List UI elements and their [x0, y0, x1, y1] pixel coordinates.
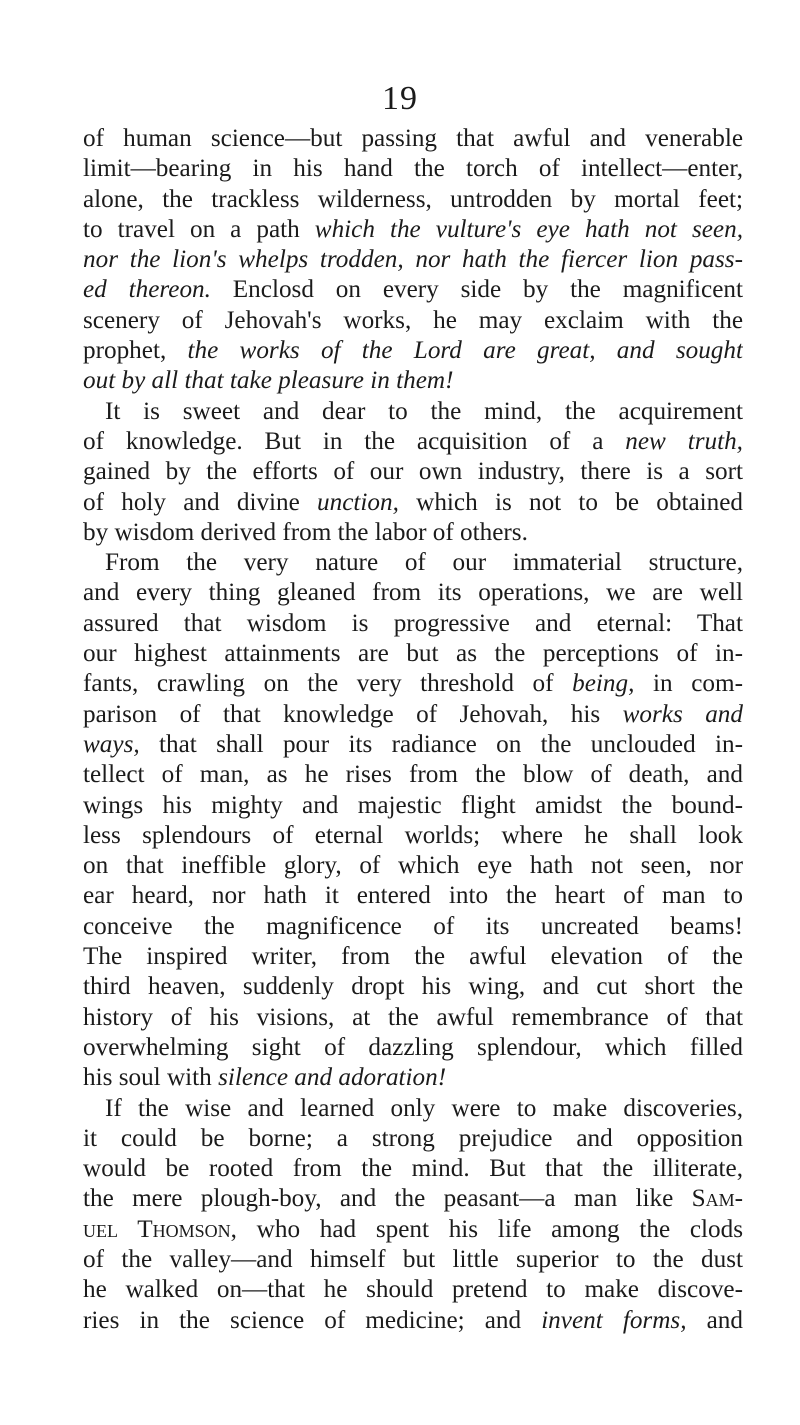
- page-number: 19: [382, 80, 418, 117]
- text-segment: ries in the science of medicine; and: [83, 1306, 542, 1334]
- text-segment: assured that wisdom is progressive and eternal: That: [83, 609, 743, 637]
- text-segment: alone, the trackless wilderness, untrodden by mortal feet;: [83, 185, 743, 213]
- text-segment: tellect of man, as he rises from the blow of death, and: [83, 761, 743, 789]
- text-line: [83, 942, 743, 972]
- text-line: [83, 1003, 743, 1033]
- text-segment: by wisdom derived from the labor of others.: [83, 518, 528, 546]
- text-segment: our highest attainments are but as the perceptions of in-: [83, 640, 743, 668]
- text-segment: in com-: [634, 670, 743, 698]
- italic-text: ed thereon.: [83, 276, 211, 304]
- text-line: [83, 912, 743, 942]
- text-segment: third heaven, suddenly dropt his wing, and cut short the: [83, 973, 743, 1001]
- text-line: [83, 366, 743, 396]
- text-line: [83, 1245, 743, 1275]
- text-segment: it could be borne; a strong prejudice and opposition: [83, 1124, 743, 1152]
- text-segment: which is not to be obtained: [398, 488, 743, 516]
- text-line: [83, 669, 743, 699]
- text-line: [83, 639, 743, 669]
- text-segment: Enclosd on every side by the magnificent: [210, 276, 743, 304]
- text-segment: fants, crawling on the very threshold of: [83, 670, 573, 698]
- text-line: [83, 548, 743, 578]
- text-segment: scenery of Jehovah's works, he may exclaim with the: [83, 306, 743, 334]
- italic-text: silence and adoration!: [218, 1064, 447, 1092]
- small-caps-text: uel Thomson,: [83, 1215, 237, 1243]
- text-line: [83, 1063, 743, 1093]
- text-segment: parison of that knowledge of Jehovah, his: [83, 700, 623, 728]
- italic-text: nor the lion's whelps trodden, nor hath the fiercer lion pass-: [83, 246, 743, 274]
- italic-text: new truth,: [625, 427, 743, 455]
- text-line: [83, 791, 743, 821]
- text-line: [83, 851, 743, 881]
- text-segment: From the very nature of our immaterial structure,: [105, 549, 743, 577]
- text-segment: wings his mighty and majestic flight amidst the bound-: [83, 791, 743, 819]
- text-line: [83, 154, 743, 184]
- text-segment: less splendours of eternal worlds; where he shall look: [83, 821, 743, 849]
- italic-text: which the vulture's eye hath not seen,: [314, 215, 743, 243]
- text-segment: of knowledge. But in the acquisition of a: [83, 427, 626, 455]
- text-segment: ear heard, nor hath it entered into the heart of man to: [83, 882, 743, 910]
- text-line: [83, 1306, 743, 1336]
- text-segment: he walked on—that he should pretend to make discove-: [83, 1276, 743, 1304]
- text-segment: would be rooted from the mind. But that the illiterate,: [83, 1155, 743, 1183]
- text-segment: on that ineffible glory, of which eye hath not seen, nor: [83, 852, 743, 880]
- text-line: [83, 1094, 743, 1124]
- italic-text: being,: [572, 670, 635, 698]
- text-line: [83, 1124, 743, 1154]
- text-line: [83, 881, 743, 911]
- text-line: [83, 397, 743, 427]
- text-line: [83, 185, 743, 215]
- text-line: [83, 518, 743, 548]
- italic-text: ways,: [83, 730, 140, 758]
- text-line: [83, 488, 743, 518]
- text-segment: of human science—but passing that awful and venerable: [83, 125, 743, 152]
- text-segment: his soul with: [83, 1064, 219, 1092]
- text-line: [83, 821, 743, 851]
- italic-text: the works of the Lord are great, and sought: [187, 337, 743, 365]
- italic-text: out by all that take pleasure in them!: [83, 367, 454, 395]
- text-line: [83, 700, 743, 730]
- text-segment: that shall pour its radiance on the unclouded in-: [139, 730, 743, 758]
- text-segment: overwhelming sight of dazzling splendour, which filled: [83, 1033, 743, 1061]
- text-line: [83, 275, 743, 305]
- text-segment: the mere plough-boy, and the peasant—a man like: [83, 1185, 692, 1213]
- text-line: [83, 306, 743, 336]
- text-segment: If the wise and learned only were to make discoveries,: [105, 1094, 743, 1122]
- text-segment: prophet,: [83, 337, 188, 365]
- text-segment: of the valley—and himself but little superior to the dust: [83, 1245, 743, 1273]
- text-segment: who had spent his life among the clods: [236, 1215, 743, 1243]
- text-line: [83, 215, 743, 245]
- text-segment: and: [686, 1306, 743, 1334]
- text-line: [83, 1215, 743, 1245]
- text-line: [83, 730, 743, 760]
- text-line: [83, 124, 743, 154]
- small-caps-text: Sam-: [691, 1185, 743, 1213]
- text-line: [83, 457, 743, 487]
- text-segment: It is sweet and dear to the mind, the acquirement: [105, 397, 743, 425]
- text-segment: history of his visions, at the awful remembrance of that: [83, 1003, 743, 1031]
- text-line: [83, 1275, 743, 1305]
- text-line: [83, 427, 743, 457]
- italic-text: works and: [622, 700, 743, 728]
- text-line: [83, 578, 743, 608]
- text-line: [83, 1154, 743, 1184]
- text-line: [83, 760, 743, 790]
- text-segment: limit—bearing in his hand the torch of intellect—enter,: [83, 155, 743, 183]
- text-line: [83, 609, 743, 639]
- text-line: [83, 1184, 743, 1214]
- italic-text: invent forms,: [541, 1306, 687, 1334]
- text-line: [83, 245, 743, 275]
- text-segment: gained by the efforts of our own industry, there is a sort: [83, 458, 743, 486]
- text-segment: of holy and divine: [83, 488, 318, 516]
- text-segment: to travel on a path: [83, 215, 315, 243]
- italic-text: unction,: [317, 488, 399, 516]
- text-segment: conceive the magnificence of its uncreated beams!: [83, 912, 743, 940]
- text-line: [83, 972, 743, 1002]
- text-line: [83, 336, 743, 366]
- text-line: [83, 1033, 743, 1063]
- text-segment: The inspired writer, from the awful elevation of the: [83, 943, 743, 971]
- text-segment: and every thing gleaned from its operations, we are well: [83, 579, 743, 607]
- body-text: [83, 124, 743, 1336]
